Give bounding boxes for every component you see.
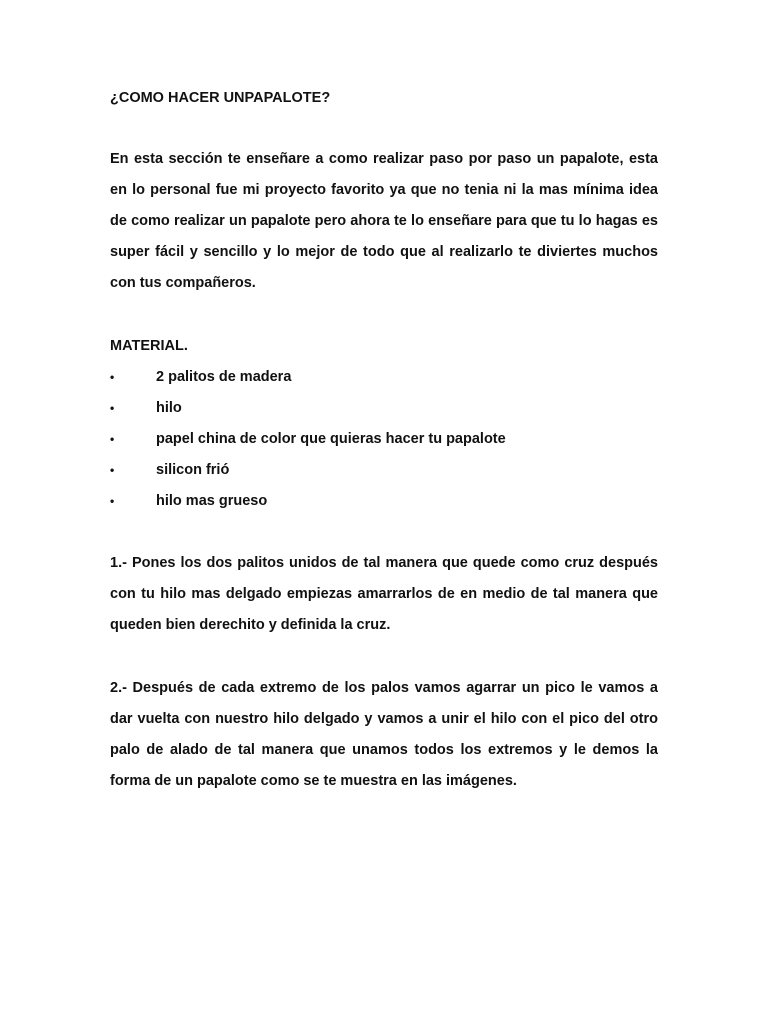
bullet-icon: • [110, 401, 115, 415]
list-item [110, 424, 658, 455]
step-1-paragraph: 1.- Pones los dos palitos unidos de tal manera que quede como cruz después con tu hilo mas delgado empiezas amarrarlos de en medio de tal manera que queden bien derechito y definida la cruz. [110, 555, 658, 633]
materials-list [110, 362, 658, 517]
list-item [110, 393, 658, 424]
material-label: hilo [156, 400, 182, 416]
bullet-icon: • [110, 370, 115, 384]
list-item [110, 362, 658, 393]
material-heading: MATERIAL. [110, 338, 188, 354]
list-item [110, 455, 658, 486]
bullet-icon: • [110, 494, 115, 508]
bullet-icon: • [110, 432, 115, 446]
step-2-paragraph: 2.- Después de cada extremo de los palos vamos agarrar un pico le vamos a dar vuelta con nuestro hilo delgado y vamos a unir el hilo con el pico del otro palo de alado de tal manera que unamos todos los extremos y le demos la forma de un papalote como se te muestra en las imágenes. [110, 680, 658, 789]
document-title: ¿COMO HACER UNPAPALOTE? [110, 90, 331, 106]
material-label: 2 palitos de madera [156, 369, 292, 385]
material-label: silicon frió [156, 462, 230, 478]
bullet-icon: • [110, 463, 115, 477]
material-label: hilo mas grueso [156, 493, 268, 509]
intro-paragraph: En esta sección te enseñare a como realizar paso por paso un papalote, esta en lo personal fue mi proyecto favorito ya que no tenia ni la mas mínima idea de como realizar un papalote pero ahora te lo enseñare para que tu lo hagas es super fácil y sencillo y lo mejor de todo que al realizarlo te diviertes muchos con tus compañeros. [110, 151, 658, 291]
list-item [110, 486, 658, 517]
material-label: papel china de color que quieras hacer tu papalote [156, 431, 506, 447]
